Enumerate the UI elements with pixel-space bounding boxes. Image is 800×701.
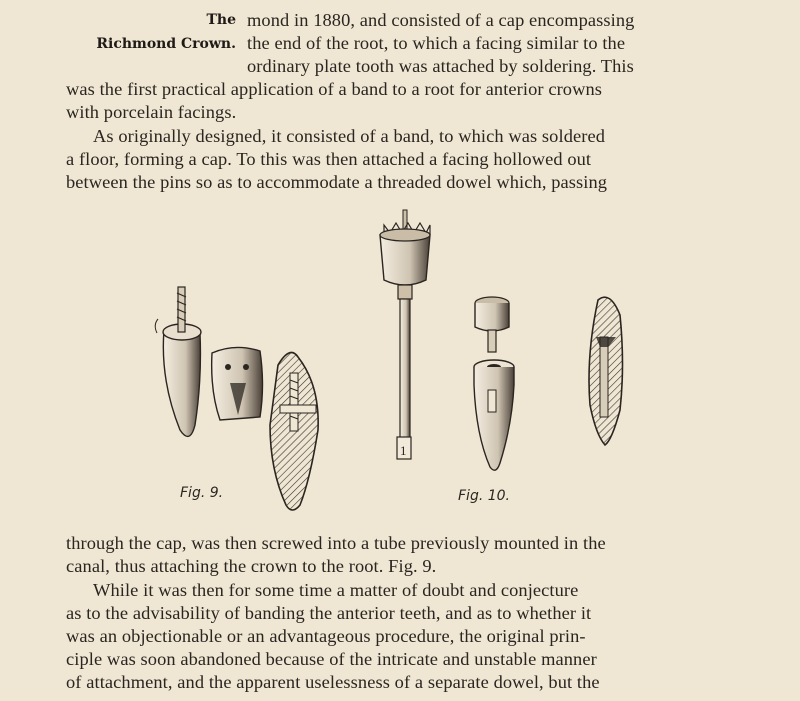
text-line: with porcelain facings.: [66, 102, 237, 122]
figure-illustration: [120, 205, 720, 525]
margin-heading-line-1: The: [206, 12, 236, 28]
fig10-cap: [475, 297, 509, 352]
text-line: a floor, forming a cap. To this was then attached a facing hollowed out: [66, 149, 592, 169]
pin-label: 1: [400, 443, 407, 458]
text-line: of attachment, and the apparent uselessness of a separate dowel, but the: [66, 672, 600, 692]
text-line: was the first practical application of a band to a root for anterior crowns: [66, 79, 603, 99]
fig9-crown-with-screw: [155, 287, 201, 436]
fig10-instrument: [380, 210, 430, 459]
fig9-caption: Fig. 9.: [180, 485, 224, 501]
text-line: the end of the root, to which a facing similar to the: [247, 33, 626, 53]
text-line: ciple was soon abandoned because of the intricate and unstable manner: [66, 649, 597, 669]
text-line: While it was then for some time a matter of doubt and conjecture: [93, 580, 579, 600]
crown-drawings: [120, 205, 720, 525]
text-line: canal, thus attaching the crown to the root. Fig. 9.: [66, 556, 437, 576]
fig10-root: [474, 360, 514, 470]
text-line: through the cap, was then screwed into a tube previously mounted in the: [66, 533, 606, 553]
text-line: mond in 1880, and consisted of a cap encompassing: [247, 10, 635, 30]
fig10-sectioned-crown: [589, 297, 623, 445]
text-line: between the pins so as to accommodate a threaded dowel which, passing: [66, 172, 608, 192]
margin-heading: [60, 8, 236, 56]
text-line: As originally designed, it consisted of a band, to which was soldered: [93, 126, 606, 146]
text-line: ordinary plate tooth was attached by soldering. This: [247, 56, 634, 76]
fig9-facing: [212, 347, 263, 420]
fig10-caption: Fig. 10.: [458, 488, 510, 504]
margin-heading-line-2: Richmond Crown.: [96, 36, 236, 52]
fig9-sectioned-crown: [270, 353, 318, 511]
text-line: was an objectionable or an advantageous procedure, the original prin-: [66, 626, 586, 646]
text-line: as to the advisability of banding the anterior teeth, and as to whether it: [66, 603, 592, 623]
